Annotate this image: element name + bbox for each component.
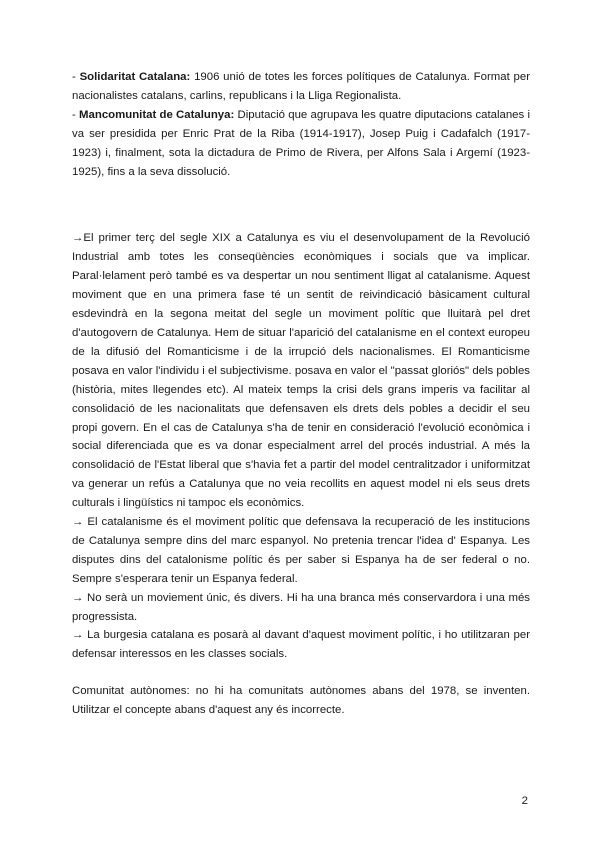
- closing-note: Comunitat autònomes: no hi ha comunitats autònomes abans del 1978, se inventen. Utilitzar el concepte abans d'aquest any és incorrecte.: [72, 685, 530, 717]
- page-number: 2: [521, 795, 528, 807]
- definition-item: [72, 68, 530, 106]
- definition-item: [72, 106, 530, 182]
- body-paragraph: → No serà un moviement únic, és divers. Hi ha una branca més conservardora i una més progressista.: [72, 591, 530, 623]
- definition-text: 1906 unió de totes les forces polítiques de Catalunya. Format per nacionalistes catalans, carlins, republicans i la Lliga Regionalista.: [72, 71, 530, 102]
- definition-prefix: -: [72, 71, 80, 83]
- body-paragraph: → El catalanisme és el moviment polític que defensava la recuperació de les institucions de Catalunya sempre dins del marc espanyol. No pretenia trencar l'idea d' Espanya. Les disputes dins del catalonisme polític és per saber si Espanya ha de ser federal o no. Sempre s'esperara tenir un Espanya federal.: [72, 516, 530, 585]
- document-page: [72, 68, 530, 720]
- body-paragraph: →El primer terç del segle XIX a Catalunya es viu el desenvolupament de la Revolució Industrial amb totes les conseqüències econòmiques i socials que va implicar. Paral·lelament però també es va despertar un nou sentiment lligat al catalanisme. Aquest moviment que en una primera fase té un sentit de reivindicació bàsicament cultural esdevindrà en la segona meitat del segle un moviment polític que lluitarà pel dret d'autogovern de Catalunya. Hem de situar l'aparició del catalanisme en el context europeu de la difusió del Romanticisme i de la irrupció dels nacionalismes. El Romanticisme posava en valor l'individu i el subjectivisme. posava en valor el "passat gloriós" dels pobles (història, mites llegendes etc). Al mateix temps la crisi dels grans imperis va facilitar al consolidació de les nacionalitats que defensaven els drets dels pobles a decidir el seu propi govern. En el cas de Catalunya s'ha de tenir en consideració l'evolució econòmica i social diferenciada que es va donar especialment arrel del procés industrial. A més la consolidació de l'Estat liberal que s'havia fet a partir del model centralitzador i uniformitzat va generar un refús a Catalunya que no veia recollits en aquest model ni els seus drets culturals i lingüístics ni tampoc els econòmics.: [72, 232, 530, 510]
- definition-prefix: -: [72, 108, 80, 121]
- definition-text: Diputació que agrupava les quatre diputacions catalanes i va ser presidida per Enric Prat de la Riba (1914-1917), Josep Puig i Cadafalch (1917-1923) i, finalment, sota la dictadura de Primo de Rivera, per Alfons Sala i Argemí (1923-1925), fins a la seva dissolució.: [72, 108, 530, 178]
- definition-term: Mancomunitat de Catalunya:: [79, 108, 235, 121]
- spacer: [72, 664, 530, 682]
- definition-term: Solidaritat Catalana:: [79, 71, 191, 83]
- definitions-list: [72, 68, 530, 181]
- spacer: [72, 181, 530, 229]
- body-paragraphs: [72, 229, 530, 664]
- body-paragraph: → La burgesia catalana es posarà al davant d'aquest moviment polític, i ho utilitzaran per defensar interessos en les classes socials.: [72, 629, 530, 661]
